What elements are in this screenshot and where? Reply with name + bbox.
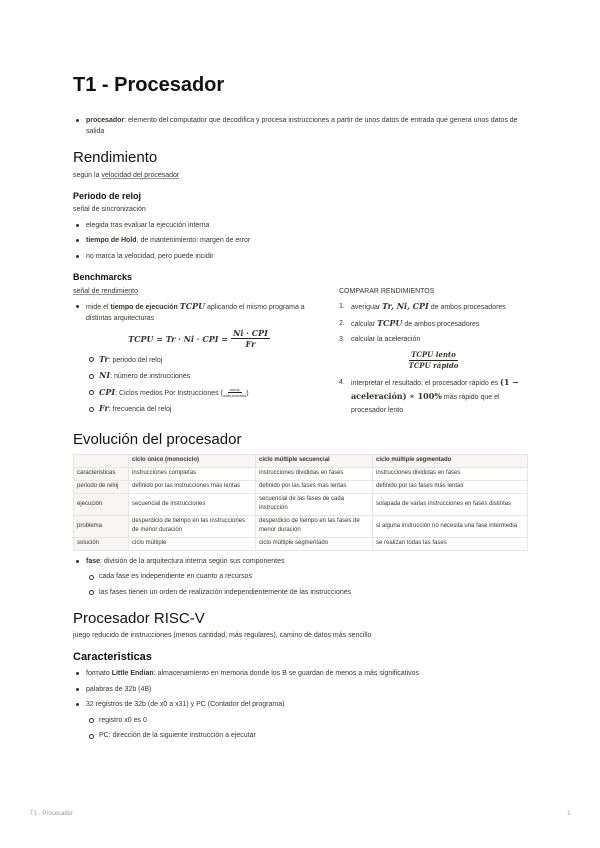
table-row	[74, 467, 528, 480]
table-cell: desperdicio de tiempo en las instrucciones de menor duración	[129, 515, 256, 537]
text: de ambos procesadores	[428, 304, 506, 311]
list-item	[73, 556, 528, 567]
step	[339, 376, 528, 417]
list-item	[86, 354, 325, 366]
denominator: TCPU rápido	[408, 361, 459, 370]
step-number: 3.	[339, 336, 345, 343]
table-cell: secuencial de las fases de cada instrucción	[256, 493, 373, 515]
table-cell: si alguna instrucción no necesita una fase intermedia	[373, 515, 528, 537]
text: según la	[73, 172, 102, 179]
text: : almacenamiento en memoria donde los B se guardan de menos a más significativos	[153, 670, 420, 677]
benchmarks-left-column	[73, 286, 325, 417]
column-header	[74, 454, 129, 467]
list-item	[73, 235, 528, 246]
speedup-fraction-wrap	[339, 350, 528, 371]
fraction	[223, 387, 246, 398]
table-cell: instrucciones divididas en fases	[373, 467, 528, 480]
math: NI	[99, 370, 111, 380]
definition: : elemento del computador que decodifica y procesa instrucciones a partir de unos datos de entrada que genera unos datos de salida	[86, 117, 518, 135]
math: (1 − aceleración) ∗ 100%	[351, 376, 519, 401]
section-evolucion: Evolución del procesador	[73, 430, 242, 448]
text: interpretar el resultado: el procesador rápido es	[351, 379, 501, 387]
table-cell: definido por las fases más lentas	[373, 480, 528, 493]
step	[339, 318, 528, 330]
list-item: registro x0 es 0	[86, 715, 528, 726]
table-cell: definido por las fases más lentas	[256, 480, 373, 493]
table-cell: ciclo múltiple segmentado	[256, 537, 373, 550]
table-header-row	[74, 454, 528, 467]
row-header: periodo de reloj	[74, 480, 129, 493]
column-header: ciclo múltiple secuencial	[256, 454, 373, 467]
text: : número de instrucciones	[110, 373, 191, 380]
list-item: palabras de 32b (4B)	[73, 684, 528, 695]
math: TCPU = Tr · Ni · CPI =	[128, 333, 228, 344]
math: Fr	[99, 403, 109, 413]
bold: fase	[86, 557, 101, 565]
evolution-table	[73, 454, 528, 551]
list-item	[73, 668, 528, 679]
text: calcular la aceleración	[351, 336, 421, 343]
math: Tr, Ni, CPI	[382, 301, 429, 311]
underlined-text: señal de rendimiento	[73, 287, 138, 295]
text: : división de la arquitectura interna según sus componentes	[100, 557, 285, 565]
rendimiento-sub	[73, 170, 528, 181]
page-content	[73, 73, 528, 741]
step	[339, 334, 528, 345]
numerator: TCPU lento	[411, 350, 456, 359]
math: CPI	[99, 386, 116, 397]
table-cell: definido por las instrucciones más lentas	[129, 480, 256, 493]
table-cell: solapada de varias instrucciones en fases distintas	[373, 493, 528, 515]
text: , de mantenimiento: margen de error	[136, 237, 251, 244]
underlined-text: velocidad del procesador	[101, 172, 180, 179]
page-number: 1	[567, 811, 571, 817]
numerator: Ni · CPI	[233, 328, 268, 338]
list-item	[86, 403, 325, 415]
list-item: 32 registros de 32b (de x0 a x31) y PC (Contador del programa)	[73, 699, 528, 710]
table-cell: instrucciones completas	[129, 467, 256, 480]
text: calcular	[351, 320, 378, 328]
step-number: 4.	[339, 378, 345, 386]
list-item: CPI: Ciclos medios Por Instrucciones ( $\frac{\text{ciclos}}{\text{instrucciones}}$ )	[86, 387, 325, 399]
benchmarks-right-column	[339, 286, 528, 417]
bench-sub	[73, 286, 325, 297]
column-header: ciclo múltiple segmentado	[373, 454, 528, 467]
text: mide el	[86, 304, 111, 311]
list-item: PC: dirección de la siguiente instrucción a ejecutar	[86, 730, 528, 741]
row-header: solución	[74, 537, 129, 550]
step-number: 2.	[339, 319, 345, 327]
bold: Little Endian	[111, 670, 154, 677]
comparar-heading: COMPARAR RENDIMIENTOS	[339, 287, 435, 295]
footer-title: T1 - Procesador	[30, 811, 74, 817]
speedup-fraction	[409, 350, 459, 371]
text: aplicando el mismo programa a distintas arquitecturas	[86, 304, 305, 322]
text: formato	[86, 670, 112, 677]
list-item: las fases tienen un orden de realización independientemente de las instrucciones	[86, 587, 528, 598]
text: más rápido que el procesador lento	[351, 393, 500, 414]
column-header: ciclo único (monociclo)	[129, 454, 256, 467]
text: de ambos procesadores	[402, 320, 480, 328]
step	[339, 301, 528, 313]
text: : Ciclos medios Por Instrucciones	[115, 389, 219, 397]
risc-sub: juego reducido de instrucciones (menos cantidad, más regulares), camino de datos más sencillo	[73, 631, 372, 639]
heading-caracteristicas: Caracteristicas	[73, 650, 152, 663]
math: TCPU	[179, 301, 206, 311]
table-cell: secuencial de instrucciones	[129, 493, 256, 515]
row-header: caracteristicas	[74, 467, 129, 480]
section-rendimiento: Rendimiento	[73, 149, 158, 166]
heading-periodo: Periodo de reloj	[73, 191, 142, 201]
denominator: Fr	[245, 339, 256, 349]
text: : periodo del reloj	[108, 356, 163, 364]
list-item	[73, 301, 325, 324]
fraction	[231, 328, 270, 349]
denominator: instrucciones	[222, 393, 247, 399]
bold: tiempo de ejecución	[110, 304, 178, 311]
benchmarks-columns	[73, 286, 528, 417]
page-title: T1 - Procesador	[73, 74, 225, 96]
table-cell: ciclo múltiple	[129, 537, 256, 550]
list-item: cada fase es independiente en cuanto a recursos	[86, 571, 528, 582]
list-item: no marca la velocidad, pero puede incidir	[73, 251, 528, 262]
periodo-sub: señal de sincronización	[73, 206, 146, 213]
table-cell: instrucciones divididas en fases	[256, 467, 373, 480]
table-cell: desperdicio de tiempo en las fases de menor duración	[256, 515, 373, 537]
row-header: problema	[74, 515, 129, 537]
text: averiguar	[351, 304, 383, 311]
section-risc: Procesador RISC-V	[73, 609, 205, 627]
text: : frecuencia del reloj	[108, 406, 172, 413]
numerator: ciclos	[229, 387, 240, 393]
list-item	[86, 370, 325, 382]
table-row	[74, 515, 528, 537]
formula	[73, 328, 325, 349]
row-header: ejecución	[74, 493, 129, 515]
step-number: 1.	[339, 303, 345, 310]
intro-bullet	[73, 115, 528, 137]
table-row	[74, 493, 528, 515]
bold: tiempo de Hold	[86, 237, 137, 244]
list-item: elegida tras evaluar la ejecución interna	[73, 220, 528, 231]
heading-benchmarcks: Benchmarcks	[73, 271, 133, 282]
table-row	[74, 537, 528, 550]
table-cell: se realizan todas las fases	[373, 537, 528, 550]
math: TCPU	[377, 317, 403, 328]
term: procesador	[86, 117, 125, 124]
math: Tr	[99, 353, 109, 364]
table-row	[74, 480, 528, 493]
